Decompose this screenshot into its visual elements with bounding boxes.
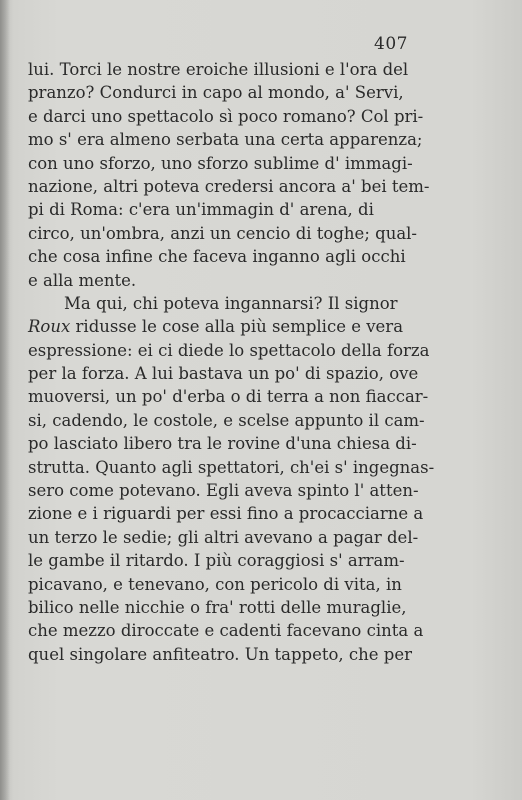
text-line: picavano, e tenevano, con pericolo di vita, in <box>28 574 402 594</box>
text-line: che cosa infine che faceva inganno agli occhi <box>28 247 406 267</box>
text-line: con uno sforzo, uno sforzo sublime d' immagi- <box>28 153 413 173</box>
text-line: lui. Torci le nostre eroiche illusioni e l'ora del <box>28 60 409 79</box>
text-line: e alla mente. <box>28 270 137 290</box>
text-line: si, cadendo, le costole, e scelse appunto il cam- <box>28 410 425 430</box>
text-line: un terzo le sedie; gli altri avevano a pagar del- <box>28 527 419 547</box>
text-line: muoversi, un po' d'erba o di terra a non fiaccar- <box>28 387 429 407</box>
page-number: 407 <box>374 34 408 54</box>
paragraph-start-line: Ma qui, chi poteva ingannarsi? Il signor <box>64 293 398 313</box>
text-line: e darci uno spettacolo sì poco romano? Col pri- <box>28 106 424 126</box>
text-line: per la forza. A lui bastava un po' di spazio, ove <box>28 364 419 384</box>
text-line: le gambe il ritardo. I più coraggiosi s' arram- <box>28 551 405 571</box>
text-line-rest: ridusse le cose alla più semplice e vera <box>75 317 404 337</box>
text-line: po lasciato libero tra le rovine d'una chiesa di- <box>28 434 417 454</box>
text-line: bilico nelle nicchie o fra' rotti delle muraglie, <box>28 597 407 617</box>
body-text <box>28 58 435 666</box>
text-line: mo s' era almeno serbata una certa apparenza; <box>28 130 423 150</box>
text-line: quel singolare anfiteatro. Un tappeto, che per <box>28 644 412 664</box>
text-line: nazione, altri poteva credersi ancora a' bei tem- <box>28 176 430 196</box>
italic-name: Roux <box>28 317 71 337</box>
text-line: espressione: ei ci diede lo spettacolo della forza <box>28 340 430 360</box>
text-line: pi di Roma: c'era un'immagin d' arena, di <box>28 200 374 220</box>
text-line: zione e i riguardi per essi fino a procacciarne a <box>28 504 424 524</box>
gutter-shadow <box>0 0 10 800</box>
text-line: strutta. Quanto agli spettatori, ch'ei s' ingegnas- <box>28 457 435 477</box>
text-line: sero come potevano. Egli aveva spinto l' atten- <box>28 481 419 501</box>
text-line <box>28 315 410 338</box>
text-line: pranzo? Condurci in capo al mondo, a' Servi, <box>28 83 404 103</box>
text-line: circo, un'ombra, anzi un cencio di toghe; qual- <box>28 223 418 243</box>
text-line: che mezzo diroccate e cadenti facevano cinta a <box>28 621 424 641</box>
